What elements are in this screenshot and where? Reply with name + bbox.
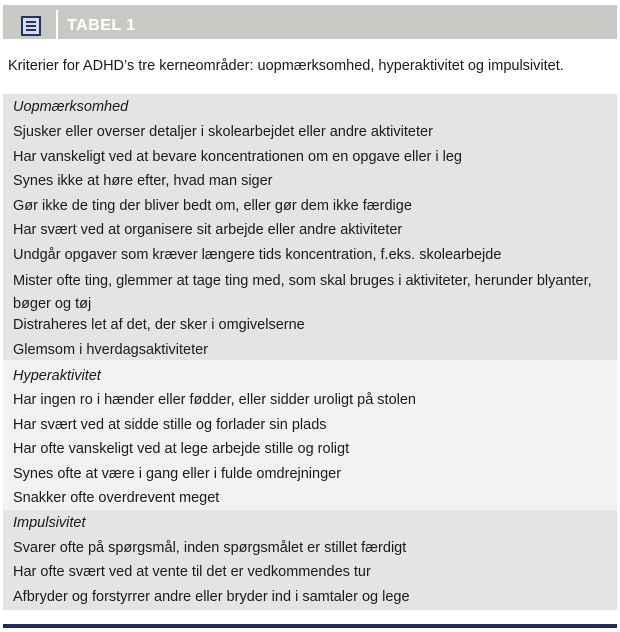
criterion-item: Sjusker eller overser detaljer i skolearbejdet eller andre aktiviteter [13, 124, 433, 140]
table-header-bar [3, 5, 617, 39]
header-divider [56, 10, 58, 44]
section-heading: Hyperaktivitet [13, 368, 101, 384]
criterion-item: Svarer ofte på spørgsmål, inden spørgsmålet er stillet færdigt [13, 540, 407, 556]
section-heading: Impulsivitet [13, 515, 86, 531]
section-uopmaerksomhed [3, 94, 617, 360]
criterion-item: Synes ofte at være i gang eller i fulde omdrejninger [13, 466, 342, 482]
document-icon [21, 16, 41, 36]
criterion-item: Har ofte svært ved at vente til det er vedkommendes tur [13, 564, 371, 580]
criterion-item: Har ingen ro i hænder eller fødder, eller sidder uroligt på stolen [13, 392, 416, 408]
criterion-item: Distraheres let af det, der sker i omgivelserne [13, 317, 305, 333]
criterion-item: Mister ofte ting, glemmer at tage ting med, som skal bruges i aktiviteter, herunder blyanter, bøger og tøj [13, 273, 592, 312]
criterion-item: Synes ikke at høre efter, hvad man siger [13, 173, 273, 189]
criterion-item: Har ofte vanskeligt ved at lege arbejde stille og roligt [13, 441, 350, 457]
table-bottom-rule [3, 624, 617, 628]
section-heading: Uopmærksomhed [13, 99, 129, 115]
criterion-item: Undgår opgaver som kræver længere tids koncentration, f.eks. skolearbejde [13, 247, 502, 263]
criterion-item: Har svært ved at sidde stille og forlader sin plads [13, 417, 327, 433]
section-hyperaktivitet [3, 360, 617, 510]
criterion-item: Har vanskeligt ved at bevare koncentrationen om en opgave eller i leg [13, 149, 462, 165]
table-title: TABEL 1 [67, 17, 136, 34]
criterion-item: Glemsom i hverdagsaktiviteter [13, 342, 209, 358]
criterion-item: Afbryder og forstyrrer andre eller bryder ind i samtaler og lege [13, 589, 410, 605]
criterion-item: Har svært ved at organisere sit arbejde eller andre aktiviteter [13, 222, 403, 238]
table-caption: Kriterier for ADHD’s tre kerneområder: uopmærksomhed, hyperaktivitet og impulsivitet. [8, 58, 564, 74]
section-impulsivitet [3, 510, 617, 610]
criterion-item: Snakker ofte overdrevent meget [13, 490, 220, 506]
criterion-item: Gør ikke de ting der bliver bedt om, eller gør dem ikke færdige [13, 198, 412, 214]
